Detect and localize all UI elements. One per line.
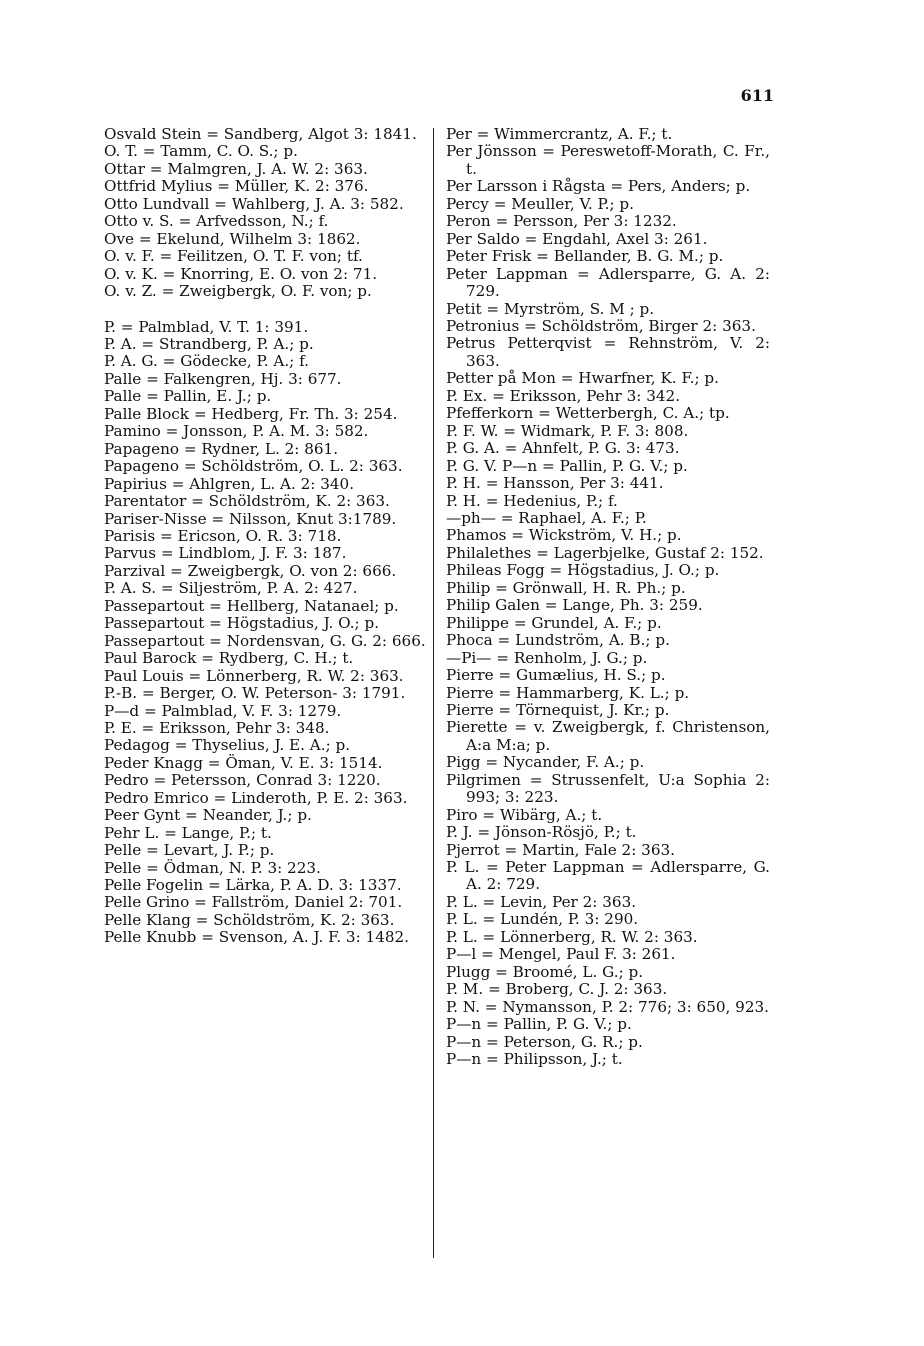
index-entry: Pelle Klang = Schöldström, K. 2: 363. xyxy=(104,910,395,929)
index-entry: Peter Frisk = Bellander, B. G. M.; p. xyxy=(446,247,724,266)
index-entry: Papageno = Rydner, L. 2: 861. xyxy=(104,439,339,458)
index-entry: Peer Gynt = Neander, J.; p. xyxy=(104,806,312,825)
index-entry: P. E. = Eriksson, Pehr 3: 348. xyxy=(104,718,330,737)
index-entry: Phamos = Wickström, V. H.; p. xyxy=(446,526,682,545)
index-entry: P. A. = Strandberg, P. A.; p. xyxy=(104,334,314,353)
index-entry: Pjerrot = Martin, Fale 2: 363. xyxy=(446,840,675,859)
index-entry: Per = Wimmercrantz, A. F.; t. xyxy=(446,125,673,143)
index-entry: Petrus Petterqvist = Rehnström, V. 2: 363. xyxy=(446,334,770,370)
index-entry: P—n = Philipsson, J.; t. xyxy=(446,1050,623,1069)
index-entry: P. G. A. = Ahnfelt, P. G. 3: 473. xyxy=(446,439,680,458)
index-entry: Pelle Grino = Fallström, Daniel 2: 701. xyxy=(104,893,403,912)
index-entry: Pilgrimen = Strussenfelt, U:a Sophia 2: 993; 3: 223. xyxy=(446,770,770,807)
index-entry: P. F. W. = Widmark, P. F. 3: 808. xyxy=(446,421,689,440)
index-entry: —ph— = Raphael, A. F.; P. xyxy=(446,508,647,527)
index-entry: P. N. = Nymansson, P. 2: 776; 3: 650, 923. xyxy=(446,997,769,1016)
index-entry: Pierette = v. Zweigbergk, f. Christenson, A:a M:a; p. xyxy=(446,718,770,754)
index-entry: P. = Palmblad, V. T. 1: 391. xyxy=(104,317,309,336)
index-entry: P. H. = Hedenius, P.; f. xyxy=(446,491,618,510)
index-entry: Percy = Meuller, V. P.; p. xyxy=(446,194,634,213)
index-entry: Pierre = Gumælius, H. S.; p. xyxy=(446,666,666,685)
index-entry: P.-B. = Berger, O. W. Peterson- 3: 1791. xyxy=(104,684,406,703)
index-entry: Pedagog = Thyselius, J. E. A.; p. xyxy=(104,736,351,755)
index-entry: P. L. = Lundén, P. 3: 290. xyxy=(446,910,639,929)
index-entry: Phileas Fogg = Högstadius, J. O.; p. xyxy=(446,561,720,580)
index-entry: Philippe = Grundel, A. F.; p. xyxy=(446,613,662,632)
index-entry: Parvus = Lindblom, J. F. 3: 187. xyxy=(104,544,347,563)
index-entry: P. Ex. = Eriksson, Pehr 3: 342. xyxy=(446,386,681,405)
index-entry: Ottar = Malmgren, J. A. W. 2: 363. xyxy=(104,159,368,178)
index-entry: O. T. = Tamm, C. O. S.; p. xyxy=(104,142,298,161)
right-column xyxy=(446,126,770,1068)
index-entry: Philip Galen = Lange, Ph. 3: 259. xyxy=(446,596,703,615)
index-entry: P—n = Pallin, P. G. V.; p. xyxy=(446,1015,632,1034)
index-entry: P—n = Peterson, G. R.; p. xyxy=(446,1032,643,1051)
index-entry: O. v. Z. = Zweigbergk, O. F. von; p. xyxy=(104,282,372,301)
index-entry: Plugg = Broomé, L. G.; p. xyxy=(446,962,644,981)
left-column xyxy=(104,126,428,947)
index-entry: Pelle Knubb = Svenson, A. J. F. 3: 1482. xyxy=(104,928,410,947)
index-entry: Peter Lappman = Adlersparre, G. A. 2: 729. xyxy=(446,264,770,301)
index-entry: Pigg = Nycander, F. A.; p. xyxy=(446,753,645,772)
index-entry: P. L. = Peter Lappman = Adlersparre, G. A. 2: 729. xyxy=(446,858,770,894)
index-entry: Osvald Stein = Sandberg, Algot 3: 1841. xyxy=(104,125,417,143)
index-entry: Per Saldo = Engdahl, Axel 3: 261. xyxy=(446,229,708,248)
column-divider xyxy=(433,128,434,1258)
index-entry: Piro = Wibärg, A.; t. xyxy=(446,805,603,824)
index-entry: P. J. = Jönson-Rösjö, P.; t. xyxy=(446,823,637,842)
index-entry: Pariser-Nisse = Nilsson, Knut 3:1789. xyxy=(104,509,397,528)
index-entry: Palle = Pallin, E. J.; p. xyxy=(104,387,272,406)
index-entry: Pelle = Ödman, N. P. 3: 223. xyxy=(104,858,321,877)
index-entry: Palle = Falkengren, Hj. 3: 677. xyxy=(104,369,342,388)
index-entry: Phoca = Lundström, A. B.; p. xyxy=(446,631,670,650)
index-entry: P. G. V. P—n = Pallin, P. G. V.; p. xyxy=(446,456,688,475)
index-entry: P—d = Palmblad, V. F. 3: 1279. xyxy=(104,701,342,720)
index-entry: P. L. = Levin, Per 2: 363. xyxy=(446,892,637,911)
index-entry: Papageno = Schöldström, O. L. 2: 363. xyxy=(104,457,403,476)
index-entry: P. L. = Lönnerberg, R. W. 2: 363. xyxy=(446,927,698,946)
index-entry: P. M. = Broberg, C. J. 2: 363. xyxy=(446,980,668,999)
index-entry: Philalethes = Lagerbjelke, Gustaf 2: 152. xyxy=(446,543,764,562)
index-entry: Pfefferkorn = Wetterbergh, C. A.; tp. xyxy=(446,404,730,423)
index-entry: Per Jönsson = Pereswetoff-Morath, C. Fr., t. xyxy=(446,142,770,178)
index-entry: Per Larsson i Rågsta = Pers, Anders; p. xyxy=(446,177,751,196)
index-entry: Papirius = Ahlgren, L. A. 2: 340. xyxy=(104,474,355,493)
index-entry: Ottfrid Mylius = Müller, K. 2: 376. xyxy=(104,177,369,196)
index-entry: Passepartout = Nordensvan, G. G. 2: 666. xyxy=(104,631,426,650)
index-entry: Pedro Emrico = Linderoth, P. E. 2: 363. xyxy=(104,788,408,807)
index-entry: Parisis = Ericson, O. R. 3: 718. xyxy=(104,526,342,545)
index-entry: Palle Block = Hedberg, Fr. Th. 3: 254. xyxy=(104,404,398,423)
index-entry: Passepartout = Högstadius, J. O.; p. xyxy=(104,614,380,633)
index-entry: P. H. = Hansson, Per 3: 441. xyxy=(446,474,664,493)
index-entry: P. A. S. = Siljeström, P. A. 2: 427. xyxy=(104,579,358,598)
index-entry: P. A. G. = Gödecke, P. A.; f. xyxy=(104,352,309,371)
index-entry: Otto v. S. = Arfvedsson, N.; f. xyxy=(104,212,329,231)
index-entry: Parzival = Zweigbergk, O. von 2: 666. xyxy=(104,561,397,580)
index-entry: Petronius = Schöldström, Birger 2: 363. xyxy=(446,316,756,335)
index-entry: —Pi— = Renholm, J. G.; p. xyxy=(446,648,648,667)
index-entry: O. v. K. = Knorring, E. O. von 2: 71. xyxy=(104,264,378,283)
index-entry: Paul Louis = Lönnerberg, R. W. 2: 363. xyxy=(104,666,404,685)
index-entry: Peder Knagg = Öman, V. E. 3: 1514. xyxy=(104,753,383,772)
index-entry: P—l = Mengel, Paul F. 3: 261. xyxy=(446,945,676,964)
index-entry: Philip = Grönwall, H. R. Ph.; p. xyxy=(446,578,686,597)
page-number: 611 xyxy=(740,86,774,105)
index-entry: Passepartout = Hellberg, Natanael; p. xyxy=(104,596,399,615)
index-entry: Pamino = Jonsson, P. A. M. 3: 582. xyxy=(104,422,369,441)
index-entry: Pelle = Levart, J. P.; p. xyxy=(104,841,275,860)
index-entry: O. v. F. = Feilitzen, O. T. F. von; tf. xyxy=(104,247,363,266)
index-entry: Pelle Fogelin = Lärka, P. A. D. 3: 1337. xyxy=(104,876,402,895)
index-entry: Otto Lundvall = Wahlberg, J. A. 3: 582. xyxy=(104,194,404,213)
index-entry: Peron = Persson, Per 3: 1232. xyxy=(446,212,677,231)
index-entry: Petter på Mon = Hwarfner, K. F.; p. xyxy=(446,369,719,388)
index-entry: Paul Barock = Rydberg, C. H.; t. xyxy=(104,649,354,668)
index-entry: Petit = Myrström, S. M ; p. xyxy=(446,299,655,318)
index-entry: Pehr L. = Lange, P.; t. xyxy=(104,823,272,842)
index-entry: Parentator = Schöldström, K. 2: 363. xyxy=(104,492,390,511)
index-entry: Pierre = Hammarberg, K. L.; p. xyxy=(446,683,690,702)
index-entry: Pedro = Petersson, Conrad 3: 1220. xyxy=(104,771,381,790)
index-entry: Ove = Ekelund, Wilhelm 3: 1862. xyxy=(104,229,361,248)
index-entry: Pierre = Törnequist, J. Kr.; p. xyxy=(446,700,670,719)
